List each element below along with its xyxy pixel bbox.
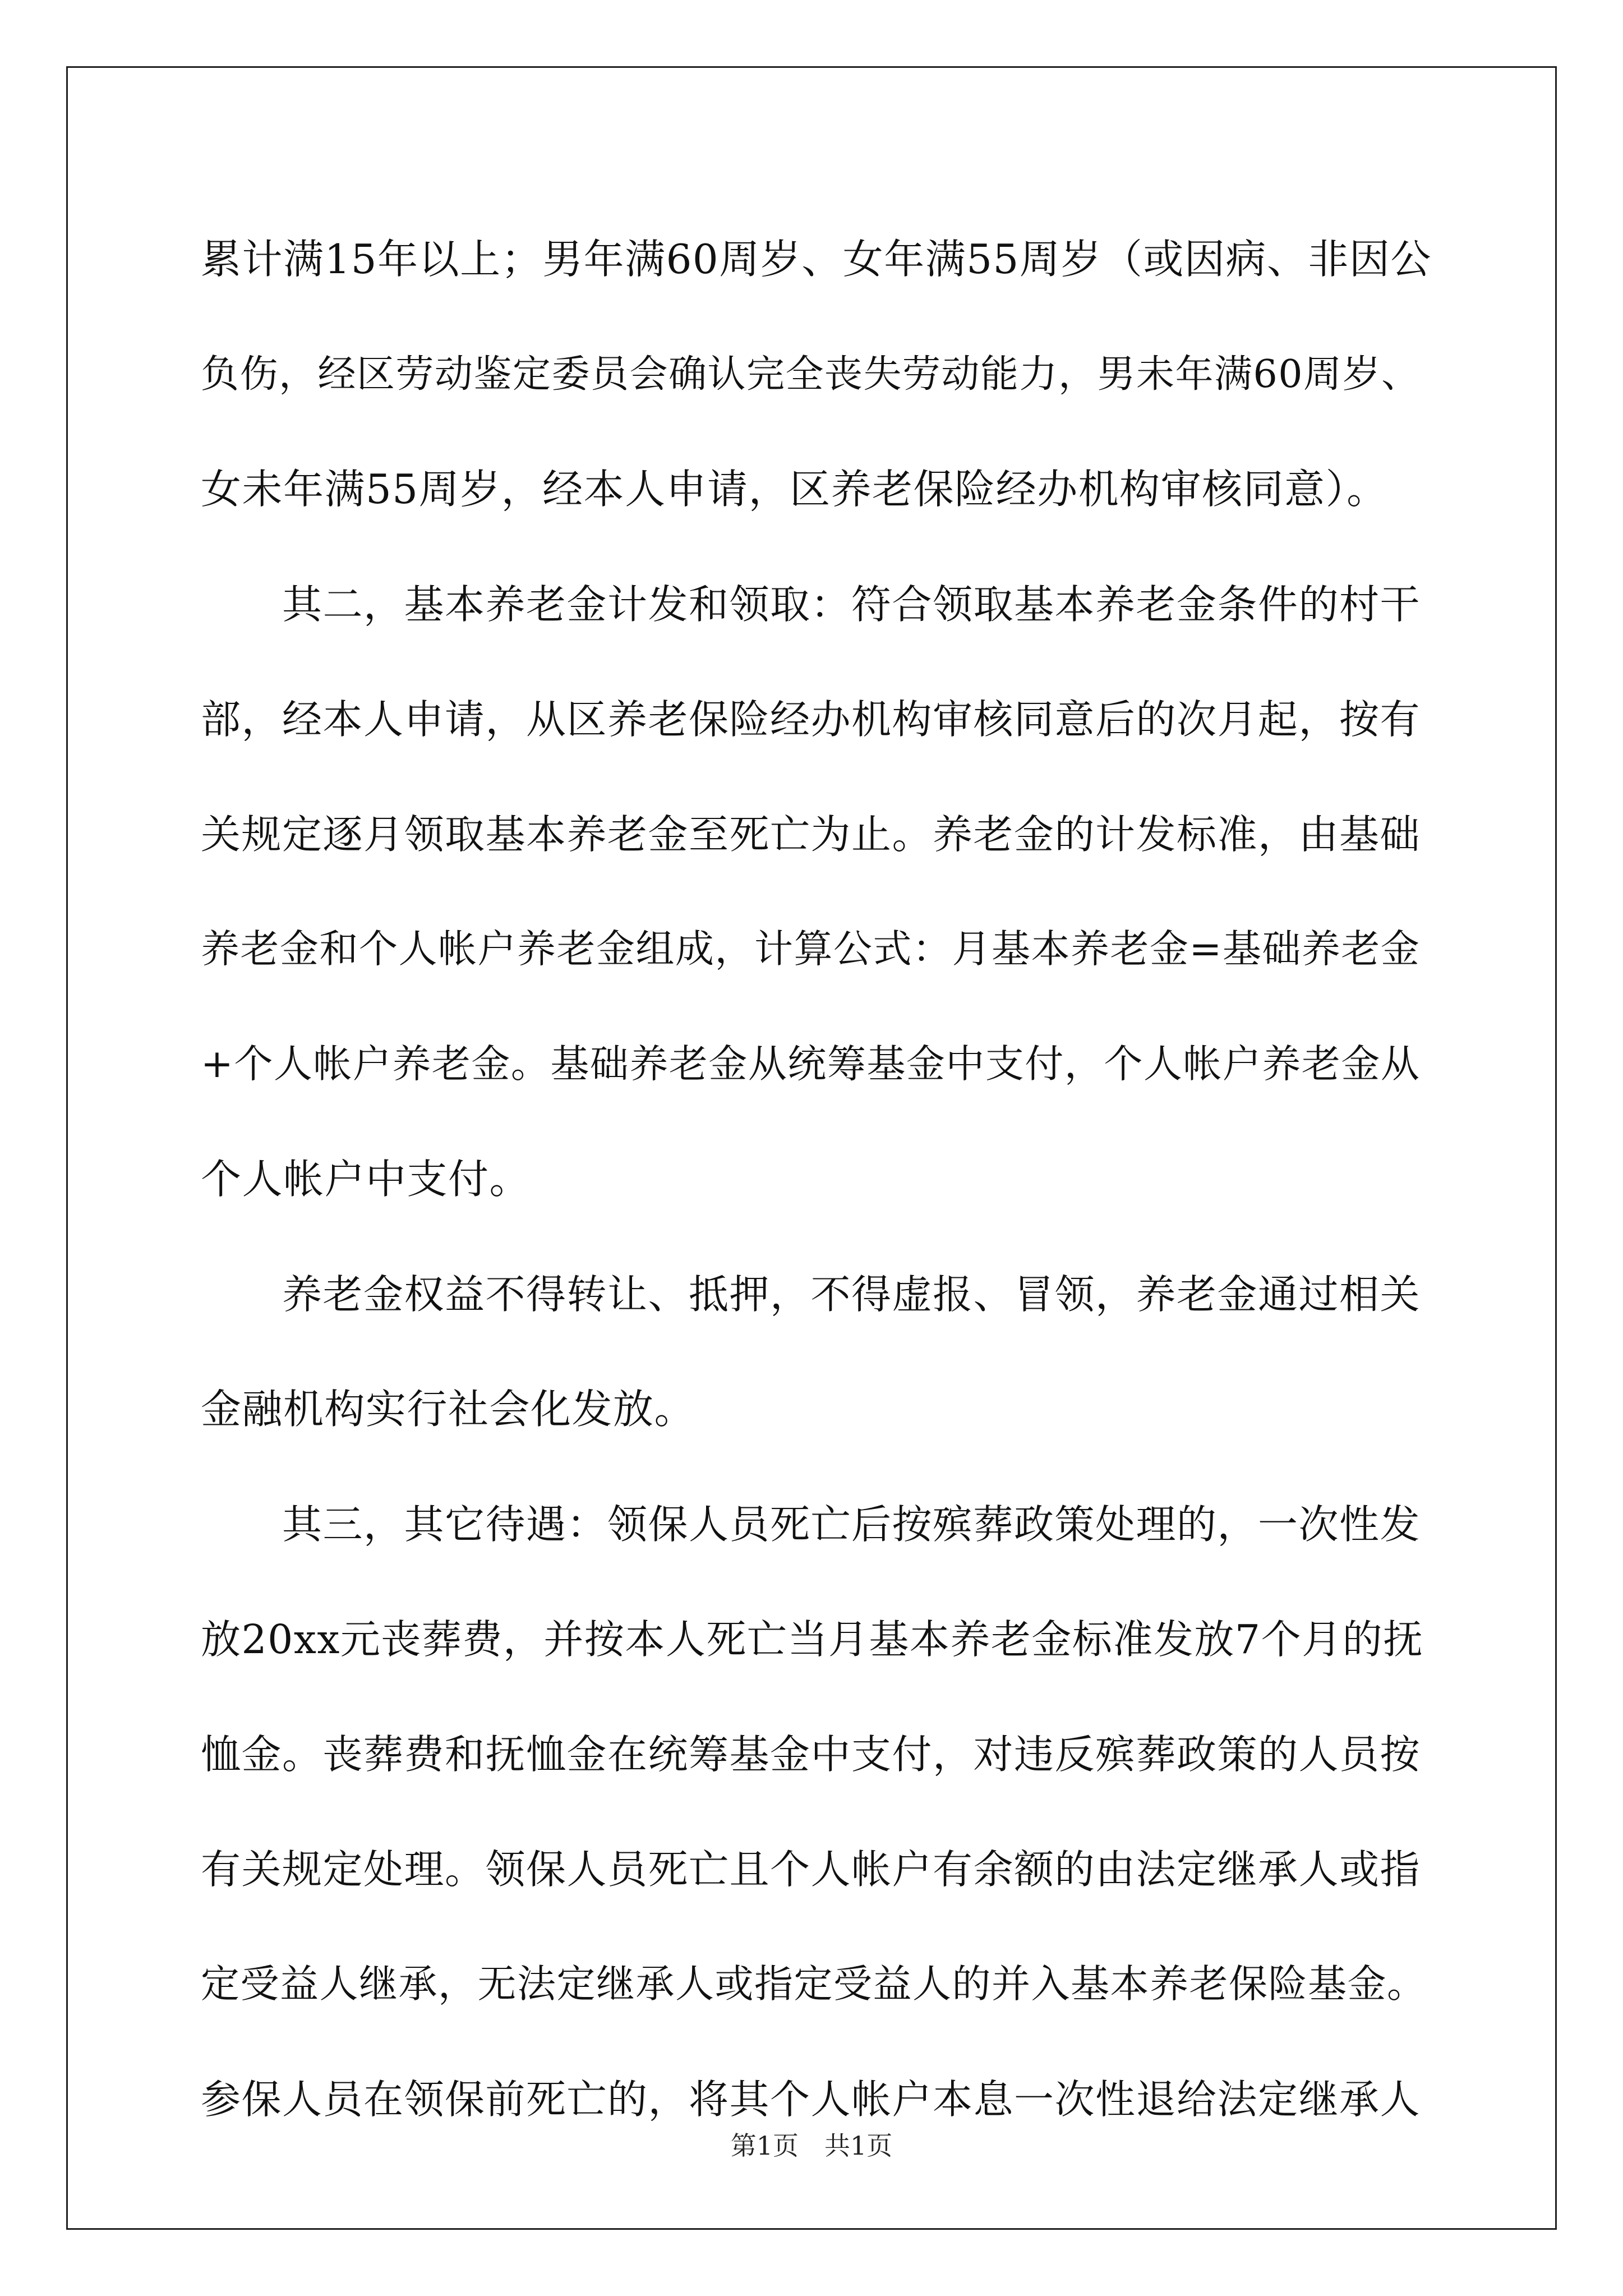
text-line-17: 参保人员在领保前死亡的，将其个人帐户本息一次性退给法定继承人 [201,2076,1421,2123]
text-line-14: 恤金。丧葬费和抚恤金在统筹基金中支付，对违反殡葬政策的人员按 [201,1731,1421,1778]
text-line-10: 养老金权益不得转让、抵押，不得虚报、冒领，养老金通过相关 [201,1271,1421,1318]
text-line-1: 累计满15年以上；男年满60周岁、女年满55周岁（或因病、非因公 [201,236,1432,283]
document-body [201,202,1435,2157]
text-line-8: +个人帐户养老金。基础养老金从统筹基金中支付，个人帐户养老金从 [201,1042,1421,1087]
text-line-2: 负伤，经区劳动鉴定委员会确认完全丧失劳动能力，男未年满60周岁、 [201,352,1421,397]
text-line-9: 个人帐户中支付。 [201,1156,531,1203]
text-line-15: 有关规定处理。领保人员死亡且个人帐户有余额的由法定继承人或指 [201,1846,1421,1893]
text-line-6: 关规定逐月领取基本养老金至死亡为止。养老金的计发标准，由基础 [201,811,1421,858]
text-line-12: 其三，其它待遇：领保人员死亡后按殡葬政策处理的，一次性发 [201,1501,1421,1548]
text-line-3: 女未年满55周岁，经本人申请，区养老保险经办机构审核同意）。 [201,466,1388,513]
text-line-5: 部，经本人申请，从区养老保险经办机构审核同意后的次月起，按有 [201,696,1421,743]
text-line-16: 定受益人继承，无法定继承人或指定受益人的并入基本养老保险基金。 [201,1962,1427,2007]
page-footer: 第1页 共1页 [730,2131,893,2161]
text-line-13: 放20xx元丧葬费，并按本人死亡当月基本养老金标准发放7个月的抚 [201,1616,1424,1663]
text-line-4: 其二，基本养老金计发和领取：符合领取基本养老金条件的村干 [201,581,1421,628]
text-line-11: 金融机构实行社会化发放。 [201,1386,696,1433]
text-line-7: 养老金和个人帐户养老金组成，计算公式：月基本养老金=基础养老金 [201,927,1421,972]
